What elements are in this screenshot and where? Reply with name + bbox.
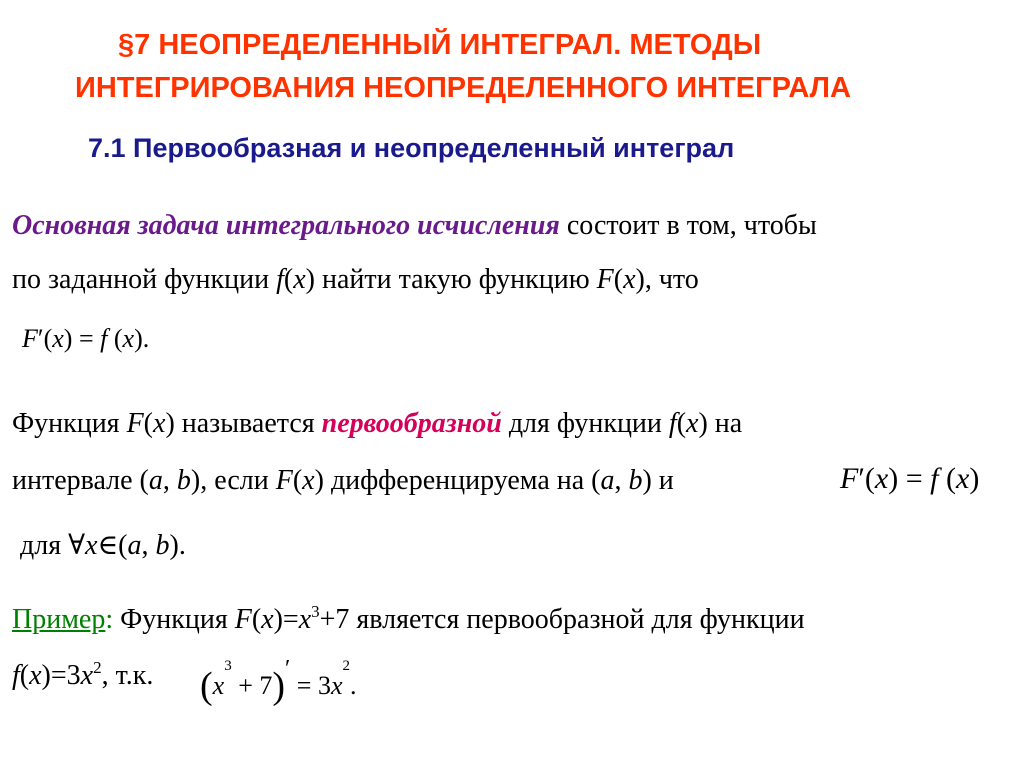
example-line1: Пример: Функция $F(x)=x^3+7$ является первообразной для функции <box>12 602 805 635</box>
main-task-highlight: Основная задача интегрального исчисления <box>12 210 560 241</box>
para1-line1: Основная задача интегрального исчисления состоит в том, чтобы <box>12 210 817 241</box>
formula-3: $(x^3 + 7)' = 3x^2$. <box>200 656 357 707</box>
para2-line3: для ∀x∈(a, b). <box>20 530 186 561</box>
para1-line2: по заданной функции f(x) найти такую функцию F(x), что <box>12 264 699 295</box>
example-label: Пример <box>12 604 106 635</box>
title-line-2: ИНТЕГРИРОВАНИЯ НЕОПРЕДЕЛЕННОГО ИНТЕГРАЛА <box>75 72 851 104</box>
antiderivative-term: первообразной <box>321 408 502 439</box>
para2-line1: Функция F(x) называется первообразной для функции f(x) на <box>12 408 743 439</box>
title-line-1: §7 НЕОПРЕДЕЛЕННЫЙ ИНТЕГРАЛ. МЕТОДЫ <box>118 29 762 61</box>
formula-1: F′(x) = f (x). <box>22 324 150 353</box>
para2-line2: интервале (a, b), если F(x) дифференцируема на (a, b) и <box>12 465 674 496</box>
formula-2: F′(x) = f (x) <box>840 462 980 495</box>
example-line2: $f(x)=3x^2$, т.к. <box>12 658 154 691</box>
section-subtitle: 7.1 Первообразная и неопределенный интеграл <box>88 133 735 163</box>
